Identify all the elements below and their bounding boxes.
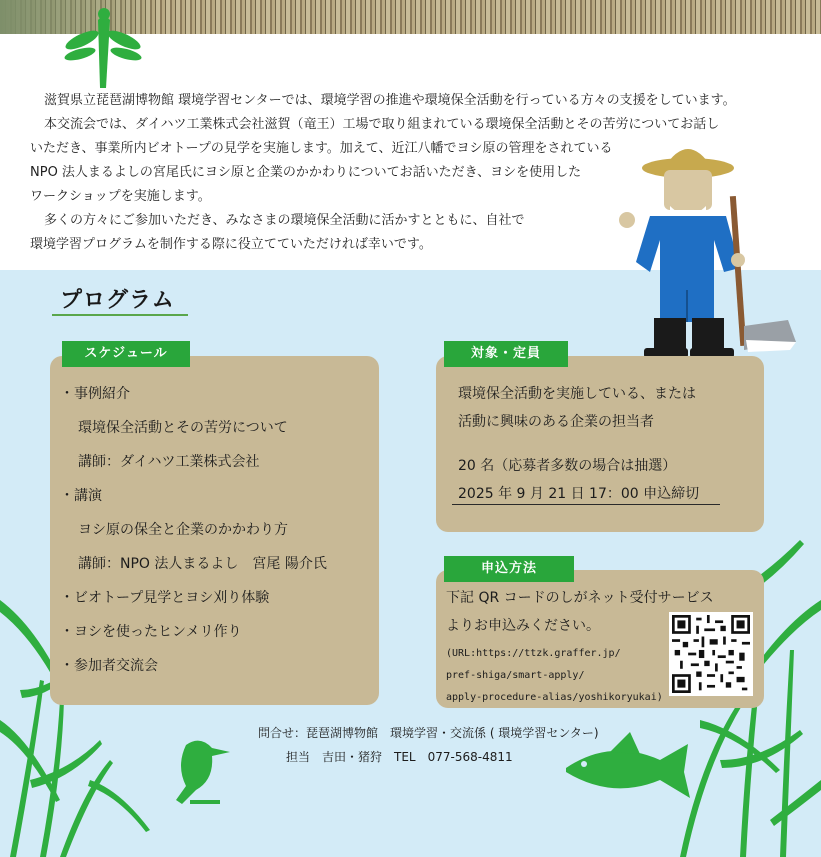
schedule-item: ・ヨシを使ったヒンメリ作り xyxy=(60,624,242,640)
target-capacity: 20 名（応募者多数の場合は抽選） xyxy=(458,458,677,474)
intro-line: 環境学習プログラムを制作する際に役立てていただければ幸いです。 xyxy=(30,237,432,252)
qr-code-pattern xyxy=(672,615,750,693)
apply-instruction: よりお申込みください。 xyxy=(446,618,600,634)
schedule-tag: スケジュール xyxy=(62,341,190,367)
apply-url: pref-shiga/smart-apply/ xyxy=(446,670,585,681)
deadline-underline xyxy=(452,504,720,505)
target-description: 活動に興味のある企業の担当者 xyxy=(458,414,654,430)
program-title-rule xyxy=(52,314,188,316)
apply-url: (URL:https://ttzk.graffer.jp/ xyxy=(446,648,621,659)
contact-info: 問合せ：琵琶湖博物館 環境学習・交流係 ( 環境学習センター) xyxy=(258,726,599,740)
farmer-illustration xyxy=(619,149,796,358)
schedule-item: ヨシ原の保全と企業のかかわり方 xyxy=(78,522,288,538)
target-deadline: 2025 年 9 月 21 日 17：00 申込締切 xyxy=(458,486,700,502)
apply-tag: 申込方法 xyxy=(444,556,574,582)
schedule-item: 講師：ダイハツ工業株式会社 xyxy=(78,454,260,470)
target-tag: 対象・定員 xyxy=(444,341,568,367)
schedule-item: ・講演 xyxy=(60,488,102,504)
intro-line: 多くの方々にご参加いただき、みなさまの環境保全活動に活かすとともに、自社で xyxy=(44,213,525,228)
schedule-item: ・ビオトープ見学とヨシ刈り体験 xyxy=(60,590,270,606)
schedule-item: 環境保全活動とその苦労について xyxy=(78,420,288,436)
intro-line: 滋賀県立琵琶湖博物館 環境学習センターでは、環境学習の推進や環境保全活動を行っている方々の支援をしています。 xyxy=(44,93,736,108)
contact-phone: 担当 吉田・猪狩 TEL 077-568-4811 xyxy=(286,750,513,764)
target-card xyxy=(436,356,764,532)
target-description: 環境保全活動を実施している、または xyxy=(458,386,696,402)
program-title: プログラム xyxy=(60,288,175,313)
intro-line: NPO 法人まるよしの宮尾氏にヨシ原と企業のかかわりについてお話いただき、ヨシを使用した xyxy=(30,165,582,180)
qr-code[interactable] xyxy=(669,612,753,696)
intro-line: いただき、事業所内ビオトープの見学を実施します。加えて、近江八幡でヨシ原の管理をされている xyxy=(30,141,613,156)
schedule-item: ・参加者交流会 xyxy=(60,658,158,674)
apply-url: apply-procedure-alias/yoshikoryukai) xyxy=(446,692,663,703)
schedule-item: 講師：NPO 法人まるよし 宮尾 陽介氏 xyxy=(78,556,327,572)
intro-line: ワークショップを実施します。 xyxy=(30,189,211,204)
schedule-item: ・事例紹介 xyxy=(60,386,130,402)
apply-instruction: 下記 QR コードのしがネット受付サービス xyxy=(446,590,714,606)
intro-line: 本交流会では、ダイハツ工業株式会社滋賀（竜王）工場で取り組まれている環境保全活動とその苦労についてお話し xyxy=(44,117,720,132)
dragonfly-icon xyxy=(63,8,143,88)
kingfisher-icon xyxy=(176,741,230,804)
